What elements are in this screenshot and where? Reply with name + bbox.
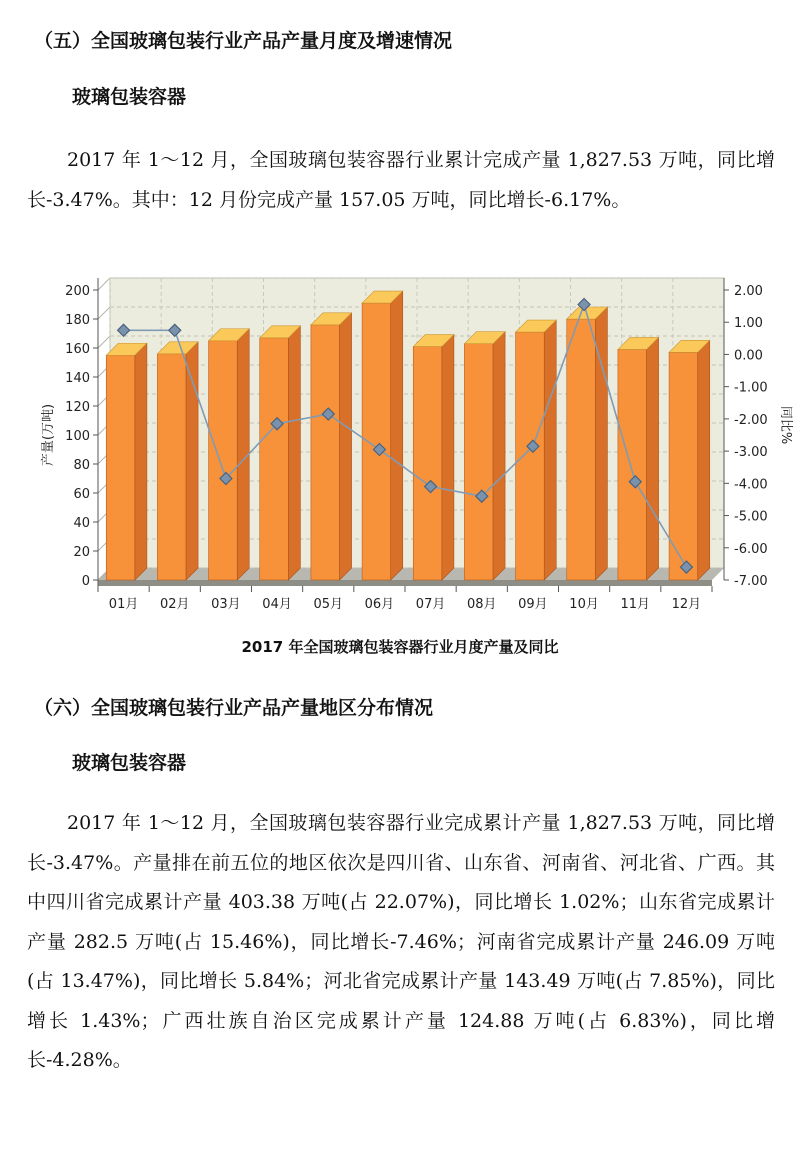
- right-tick-label: -7.00: [734, 574, 768, 589]
- bar: [618, 349, 647, 580]
- bar-side: [698, 340, 710, 580]
- left-tick-label: 20: [73, 545, 90, 560]
- bar-side: [186, 342, 198, 580]
- x-tick-label: 12月: [671, 597, 702, 612]
- x-tick-label: 10月: [569, 597, 599, 612]
- x-tick-label: 09月: [518, 597, 548, 612]
- bar: [106, 355, 135, 580]
- right-tick-label: -4.00: [734, 477, 768, 493]
- left-tick-label: 140: [65, 371, 90, 386]
- bar: [464, 344, 493, 580]
- bar: [260, 338, 289, 580]
- bar-side: [493, 332, 505, 580]
- left-tick-label: 0: [81, 574, 90, 589]
- left-tick-label: 180: [65, 313, 90, 328]
- left-tick-label: 160: [65, 342, 90, 357]
- y-axis-title: 产量(万吨): [41, 403, 56, 467]
- right-tick-label: -1.00: [734, 380, 768, 396]
- left-tick-label: 200: [65, 284, 90, 299]
- production-chart: [0, 260, 800, 630]
- grid-line-depth: [98, 336, 110, 348]
- x-tick-label: 05月: [313, 597, 344, 612]
- bar-side: [135, 343, 147, 580]
- bar-side: [340, 313, 352, 580]
- x-tick-label: 11月: [620, 597, 651, 612]
- right-tick-label: -5.00: [734, 509, 768, 525]
- bar: [516, 332, 545, 580]
- section-6-heading: （六）全国玻璃包装行业产品产量地区分布情况: [34, 697, 434, 719]
- grid-line-depth: [98, 307, 110, 319]
- left-tick-label: 60: [73, 487, 90, 502]
- bar: [413, 347, 442, 580]
- section-6-paragraph: 2017 年 1～12 月，全国玻璃包装容器行业完成累计产量 1,827.53 万吨，同比增长-3.47%。产量排在前五位的地区依次是四川省、山东省、河南省、河北省、广西。其中四川省完成累计产量 403.38 万吨(占 22.07%)，同比增长 1.02%；山东省完成累计产量 282.5 万吨(占 15.46%)，同比增长-7.46%；河南省完成累计产量 246.09 万吨(占 13.47%)，同比增长 5.84%；河北省完成累计产量 143.49 万吨(占 7.85%)，同比增长 1.43%；广西壮族自治区完成累计产量 124.88 万吨(占 6.83%)，同比增长-4.28%。: [27, 812, 775, 1071]
- section-5-heading: （五）全国玻璃包装行业产品产量月度及增速情况: [34, 30, 453, 52]
- bar: [157, 354, 186, 580]
- left-tick-label: 120: [65, 400, 90, 415]
- bar: [311, 325, 340, 580]
- right-tick-label: 0.00: [734, 348, 763, 364]
- left-tick-label: 80: [73, 458, 90, 473]
- chart-floor-edge: [98, 580, 712, 586]
- right-tick-label: -3.00: [734, 445, 768, 461]
- chart-caption: 2017 年全国玻璃包装容器行业月度产量及同比: [241, 638, 559, 656]
- grid-line-depth: [98, 278, 110, 290]
- left-tick-label: 40: [73, 516, 90, 531]
- bar-side: [647, 337, 659, 580]
- x-tick-label: 08月: [466, 597, 497, 612]
- y2-axis-title: 同比%: [778, 405, 793, 445]
- bar: [362, 303, 391, 580]
- x-tick-label: 02月: [159, 597, 190, 612]
- x-tick-label: 03月: [211, 597, 241, 612]
- bar-side: [391, 291, 403, 580]
- x-tick-label: 06月: [364, 597, 395, 612]
- bar-side: [288, 326, 300, 580]
- right-tick-label: 2.00: [734, 284, 763, 299]
- x-tick-label: 04月: [262, 597, 292, 612]
- bar: [567, 319, 596, 580]
- x-tick-label: 01月: [108, 597, 139, 612]
- left-tick-label: 100: [65, 429, 90, 444]
- bar: [209, 341, 238, 580]
- right-tick-label: 1.00: [734, 316, 763, 332]
- section-5-paragraph: 2017 年 1～12 月，全国玻璃包装容器行业累计完成产量 1,827.53 万吨，同比增长-3.47%。其中：12 月份完成产量 157.05 万吨，同比增长-6.17%。: [27, 149, 775, 211]
- right-tick-label: -6.00: [734, 541, 768, 557]
- section-6-subheading: 玻璃包装容器: [72, 752, 187, 774]
- section-5-subheading: 玻璃包装容器: [72, 86, 187, 108]
- bar-side: [442, 335, 454, 580]
- right-tick-label: -2.00: [734, 412, 768, 428]
- x-tick-label: 07月: [415, 597, 446, 612]
- bar-side: [544, 320, 556, 580]
